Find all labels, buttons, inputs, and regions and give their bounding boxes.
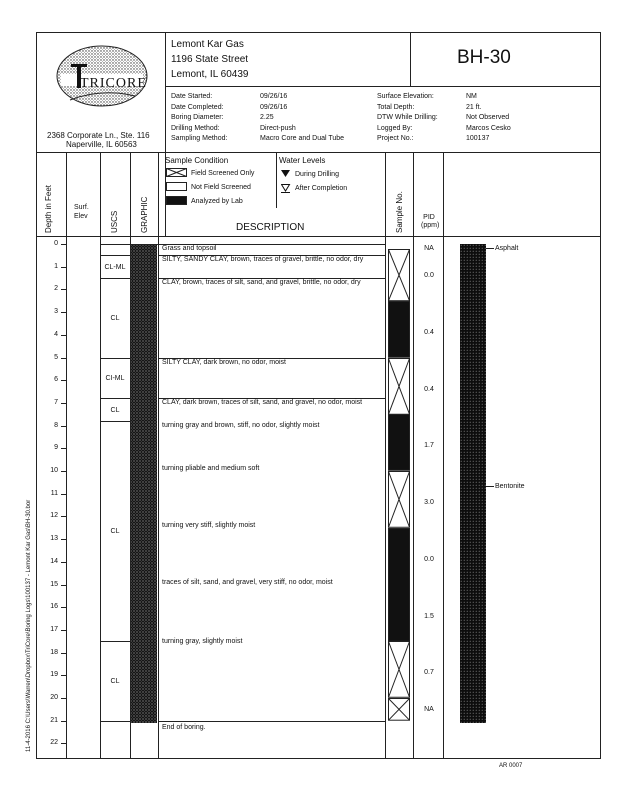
info-left-value: 2.25 <box>260 114 274 121</box>
company-logo-text: TRICORE <box>80 76 147 91</box>
depth-tick-label: 9 <box>54 444 58 452</box>
sample-interval <box>388 471 410 528</box>
col-surf-elev: Surf. Elev <box>74 204 89 220</box>
info-right-label: Logged By: <box>377 124 413 132</box>
legend-water-2: After Completion <box>295 185 348 192</box>
sample-interval <box>388 414 410 471</box>
info-right-value: NM <box>466 93 477 100</box>
depth-tick <box>61 426 66 427</box>
depth-tick <box>61 289 66 290</box>
info-left-value: 09/26/16 <box>260 103 288 111</box>
uscs-boundary <box>100 278 130 279</box>
depth-tick-label: 20 <box>50 694 58 701</box>
uscs-boundary <box>100 398 130 399</box>
info-left-label: Sampling Method: <box>171 135 228 142</box>
info-left-value: 09/26/16 <box>260 93 288 100</box>
water-after-icon <box>281 184 291 193</box>
description-text: Grass and topsoil <box>162 245 217 252</box>
depth-tick-label: 18 <box>50 648 58 656</box>
info-right-value: 21 ft. <box>466 103 482 111</box>
company-address-1: 2368 Corporate Ln., Ste. 116 <box>47 131 150 140</box>
uscs-boundary <box>100 641 130 642</box>
info-right-value: 100137 <box>466 135 490 142</box>
pid-value: 1.7 <box>424 442 434 450</box>
info-left-label: Date Completed: <box>171 103 224 111</box>
uscs-label: CL <box>110 314 120 322</box>
depth-tick-label: 22 <box>50 739 58 747</box>
depth-tick-label: 16 <box>50 603 58 611</box>
depth-tick <box>61 607 66 608</box>
depth-tick <box>61 267 66 268</box>
pid-value: 0.4 <box>424 385 434 393</box>
info-right-label: Surface Elevation: <box>377 93 434 100</box>
depth-tick-label: 3 <box>54 308 58 316</box>
description-text: CLAY, brown, traces of silt, sand, and gravel, brittle, no odor, dry <box>162 279 361 287</box>
depth-tick <box>61 358 66 359</box>
depth-tick-label: 2 <box>54 285 58 293</box>
pid-value: 0.7 <box>424 669 434 677</box>
depth-tick <box>61 448 66 449</box>
legend-field-screened-swatch <box>166 168 188 177</box>
description-text: turning gray, slightly moist <box>162 637 243 645</box>
description-text: turning gray and brown, stiff, no odor, slightly moist <box>162 422 320 430</box>
sample-interval <box>388 698 410 721</box>
col-uscs: USCS <box>110 210 119 233</box>
water-levels-title: Water Levels <box>279 156 326 165</box>
depth-tick <box>61 585 66 586</box>
info-left-label: Date Started: <box>171 93 213 100</box>
depth-tick <box>61 516 66 517</box>
desc-boundary <box>158 721 385 722</box>
description-text: SILTY, SANDY CLAY, brown, traces of gravel, brittle, no odor, dry <box>162 256 364 264</box>
sample-interval <box>388 249 410 301</box>
depth-tick-label: 19 <box>50 671 58 679</box>
depth-tick <box>61 675 66 676</box>
depth-tick-label: 10 <box>50 467 58 474</box>
depth-tick <box>61 562 66 563</box>
legend-not-screened-swatch <box>166 182 188 191</box>
header-vdivider-2 <box>410 32 411 86</box>
info-left-value: Direct-push <box>260 124 296 132</box>
description-text: turning pliable and medium soft <box>162 465 260 473</box>
pid-value: 3.0 <box>424 499 434 507</box>
header-divider-2 <box>36 152 601 153</box>
pid-value: 0.0 <box>424 555 434 563</box>
uscs-label: CL <box>110 677 120 685</box>
depth-tick <box>61 244 66 245</box>
project-name: Lemont Kar Gas <box>171 39 244 50</box>
info-right-label: Project No.: <box>377 135 414 142</box>
sample-interval <box>388 301 410 358</box>
sample-interval <box>388 528 410 642</box>
file-path-note: 11-4-2016 C:\Users\Warren\Dropbox\TriCore\Boring Logs\100137 - Lemont Kar Gas\BH-30.bor <box>26 499 32 752</box>
pid-value: 0.0 <box>424 272 434 280</box>
depth-tick <box>61 335 66 336</box>
depth-tick <box>61 471 66 472</box>
depth-tick-label: 21 <box>50 716 58 724</box>
depth-tick-label: 12 <box>50 512 58 520</box>
uscs-label: CL <box>110 406 120 414</box>
sample-interval-box <box>389 415 410 471</box>
sample-interval <box>388 358 410 415</box>
legend-sample-2: Not Field Screened <box>191 184 251 191</box>
well-leader <box>486 486 494 487</box>
description-text: traces of silt, sand, and gravel, very stiff, no odor, moist <box>162 578 333 586</box>
depth-tick-label: 11 <box>50 489 58 497</box>
col-graphic: GRAPHIC <box>140 196 149 233</box>
depth-tick <box>61 630 66 631</box>
uscs-boundary <box>100 255 130 256</box>
address-line-2: Lemont, IL 60439 <box>171 69 249 80</box>
header-divider-1 <box>165 86 601 87</box>
depth-tick-label: 15 <box>50 580 58 588</box>
well-column <box>460 244 488 724</box>
depth-tick-label: 8 <box>54 421 58 429</box>
sample-interval-box <box>389 528 410 641</box>
well-leader <box>486 248 494 249</box>
depth-tick <box>61 312 66 313</box>
description-text: CLAY, dark brown, traces of silt, sand, and gravel, no odor, moist <box>162 399 363 407</box>
sample-condition-title: Sample Condition <box>165 156 229 165</box>
sample-interval <box>388 641 410 698</box>
col-sample-no: Sample No. <box>395 191 404 233</box>
uscs-label: CL-ML <box>104 263 126 271</box>
info-right-value: Not Observed <box>466 114 510 121</box>
info-right-value: Marcos Cesko <box>466 124 511 132</box>
depth-tick <box>61 653 66 654</box>
col-line-sample <box>413 152 414 759</box>
col-line-desc <box>385 152 386 759</box>
col-line-depth <box>66 152 67 759</box>
sample-interval-box <box>389 301 410 357</box>
depth-tick-label: 1 <box>54 262 58 270</box>
depth-tick-label: 7 <box>54 398 58 406</box>
depth-tick <box>61 403 66 404</box>
depth-tick <box>61 698 66 699</box>
col-description: DESCRIPTION <box>236 222 305 233</box>
depth-tick <box>61 494 66 495</box>
uscs-boundary <box>100 358 130 359</box>
info-left-label: Boring Diameter: <box>171 114 224 121</box>
depth-tick <box>61 539 66 540</box>
uscs-label: CI-ML <box>105 374 125 382</box>
depth-tick-label: 0 <box>54 240 58 247</box>
pid-value: 1.5 <box>424 612 434 620</box>
info-left-value: Macro Core and Dual Tube <box>260 135 345 142</box>
legend-water-1: During Drilling <box>295 171 339 178</box>
well-label: Asphalt <box>495 245 519 252</box>
address-line-1: 1196 State Street <box>171 54 249 65</box>
depth-tick <box>61 721 66 722</box>
depth-tick <box>61 743 66 744</box>
boring-id: BH-30 <box>457 47 511 68</box>
info-left-label: Drilling Method: <box>171 124 220 132</box>
legend-analyzed-swatch <box>166 196 188 205</box>
depth-tick-label: 14 <box>50 557 58 565</box>
description-text: SILTY CLAY, dark brown, no odor, moist <box>162 358 286 366</box>
pid-value: NA <box>424 705 434 713</box>
depth-tick-label: 17 <box>50 625 58 633</box>
footer-note: AR 0007 <box>499 763 523 769</box>
depth-tick-label: 5 <box>54 353 58 361</box>
depth-tick <box>61 380 66 381</box>
legend-divider <box>276 152 277 208</box>
column-header-bottom <box>36 236 601 237</box>
info-right-label: DTW While Drilling: <box>377 114 438 121</box>
depth-tick-label: 6 <box>54 376 58 384</box>
col-depth: Depth in Feet <box>44 184 53 233</box>
legend-sample-3: Analyzed by Lab <box>191 198 243 205</box>
depth-tick-label: 13 <box>50 535 58 543</box>
water-during-icon <box>281 170 291 178</box>
well-label: Bentonite <box>495 483 525 491</box>
uscs-boundary <box>100 721 130 722</box>
col-line-pid <box>443 152 444 759</box>
pid-value: 0.4 <box>424 328 434 336</box>
legend-sample-1: Field Screened Only <box>191 170 255 177</box>
col-pid: PID (ppm) <box>421 214 440 229</box>
info-right-label: Total Depth: <box>377 103 415 111</box>
company-address-2: Naperville, IL 60563 <box>66 140 137 149</box>
pid-value: NA <box>424 245 434 252</box>
graphic-soil-column <box>130 244 158 724</box>
uscs-label: CL <box>110 528 120 536</box>
header-vdivider <box>165 32 166 236</box>
depth-tick-label: 4 <box>54 330 58 338</box>
description-text: End of boring. <box>162 723 206 731</box>
description-text: turning very stiff, slightly moist <box>162 521 256 529</box>
uscs-boundary <box>100 421 130 422</box>
